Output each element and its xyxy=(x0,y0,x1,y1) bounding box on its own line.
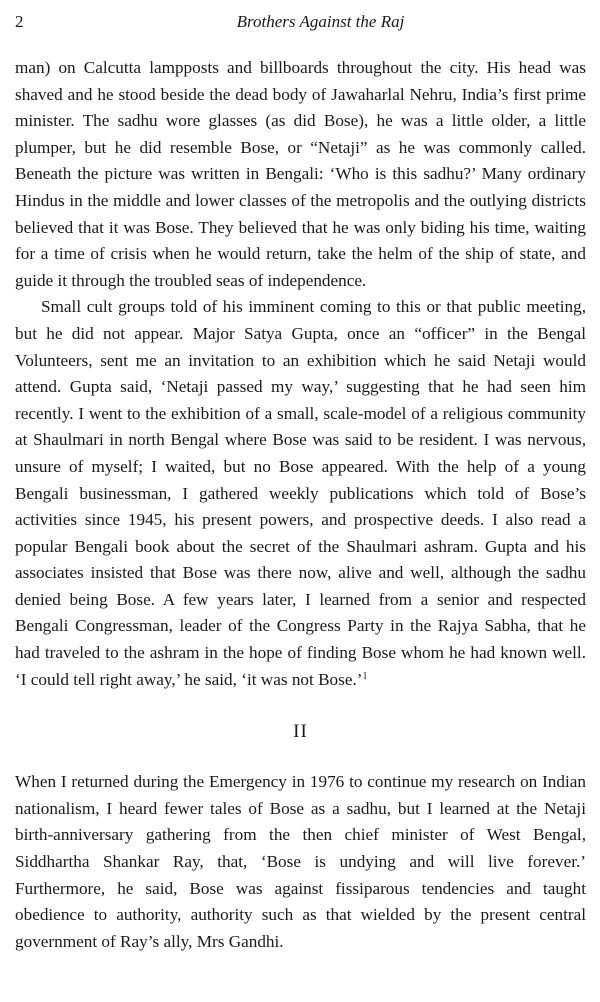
paragraph-continued xyxy=(15,55,586,294)
page-number: 2 xyxy=(15,12,24,31)
section-heading: II xyxy=(293,721,308,743)
running-head-title: Brothers Against the Raj xyxy=(236,12,405,31)
book-page xyxy=(15,0,586,1002)
paragraph xyxy=(15,294,586,693)
paragraph-text: man) on Calcutta lampposts and billboards throughout the city. His head was shaved and he stood beside the dead body of Jawaharlal Nehru, India’s first prime minister. The sadhu wore glasses (as did Bose), he was a little older, a little plumper, but he did resemble Bose, or “Netaji” as he was commonly called. Beneath the picture was written in Bengali: ‘Who is this sadhu?’ Many ordinary Hindus in the middle and lower classes of the metropolis and the outlying districts believed that it was Bose. They believed that he was only biding his time, waiting for a time of crisis when he would return, take the helm of the ship of state, and guide it through the troubled seas of independence. xyxy=(15,58,586,290)
paragraph-text: Small cult groups told of his imminent coming to this or that public meeting, but he did not appear. Major Satya Gupta, once an “officer” in the Bengal Volunteers, sent me an invitation to an exhibition which he said Netaji would attend. Gupta said, ‘Netaji passed my way,’ suggesting that he had seen him recently. I went to the exhibition of a small, scale-model of a religious community at Shaulmari in north Bengal where Bose was said to be resident. I was nervous, unsure of myself; I waited, but no Bose appeared. With the help of a young Bengali businessman, I gathered weekly publications which told of Bose’s activities since 1945, his present powers, and prospective deeds. I also read a popular Bengali book about the secret of the Shaulmari ashram. Gupta and his associates insisted that Bose was there now, alive and well, although the sadhu denied being Bose. A few years later, I learned from a senior and respected Bengali Congressman, leader of the Congress Party in the Rajya Sabha, that he had traveled to the ashram in the hope of finding Bose whom he had known well. ‘I could tell right away,’ he said, ‘it was not Bose.’ xyxy=(15,297,586,689)
body-text xyxy=(15,55,586,955)
running-head xyxy=(15,0,586,34)
footnote-marker[interactable]: 1 xyxy=(362,670,368,682)
paragraph xyxy=(15,769,586,955)
paragraph-text: When I returned during the Emergency in 1976 to continue my research on Indian nationalism, I heard fewer tales of Bose as a sadhu, but I learned at the Netaji birth-anniversary gathering from the then chief minister of West Bengal, Siddhartha Shankar Ray, that, ‘Bose is undying and will live forever.’ Furthermore, he said, Bose was against fissiparous tendencies and taught obedience to authority, authority such as that wielded by the present central government of Ray’s ally, Mrs Gandhi. xyxy=(15,772,586,951)
